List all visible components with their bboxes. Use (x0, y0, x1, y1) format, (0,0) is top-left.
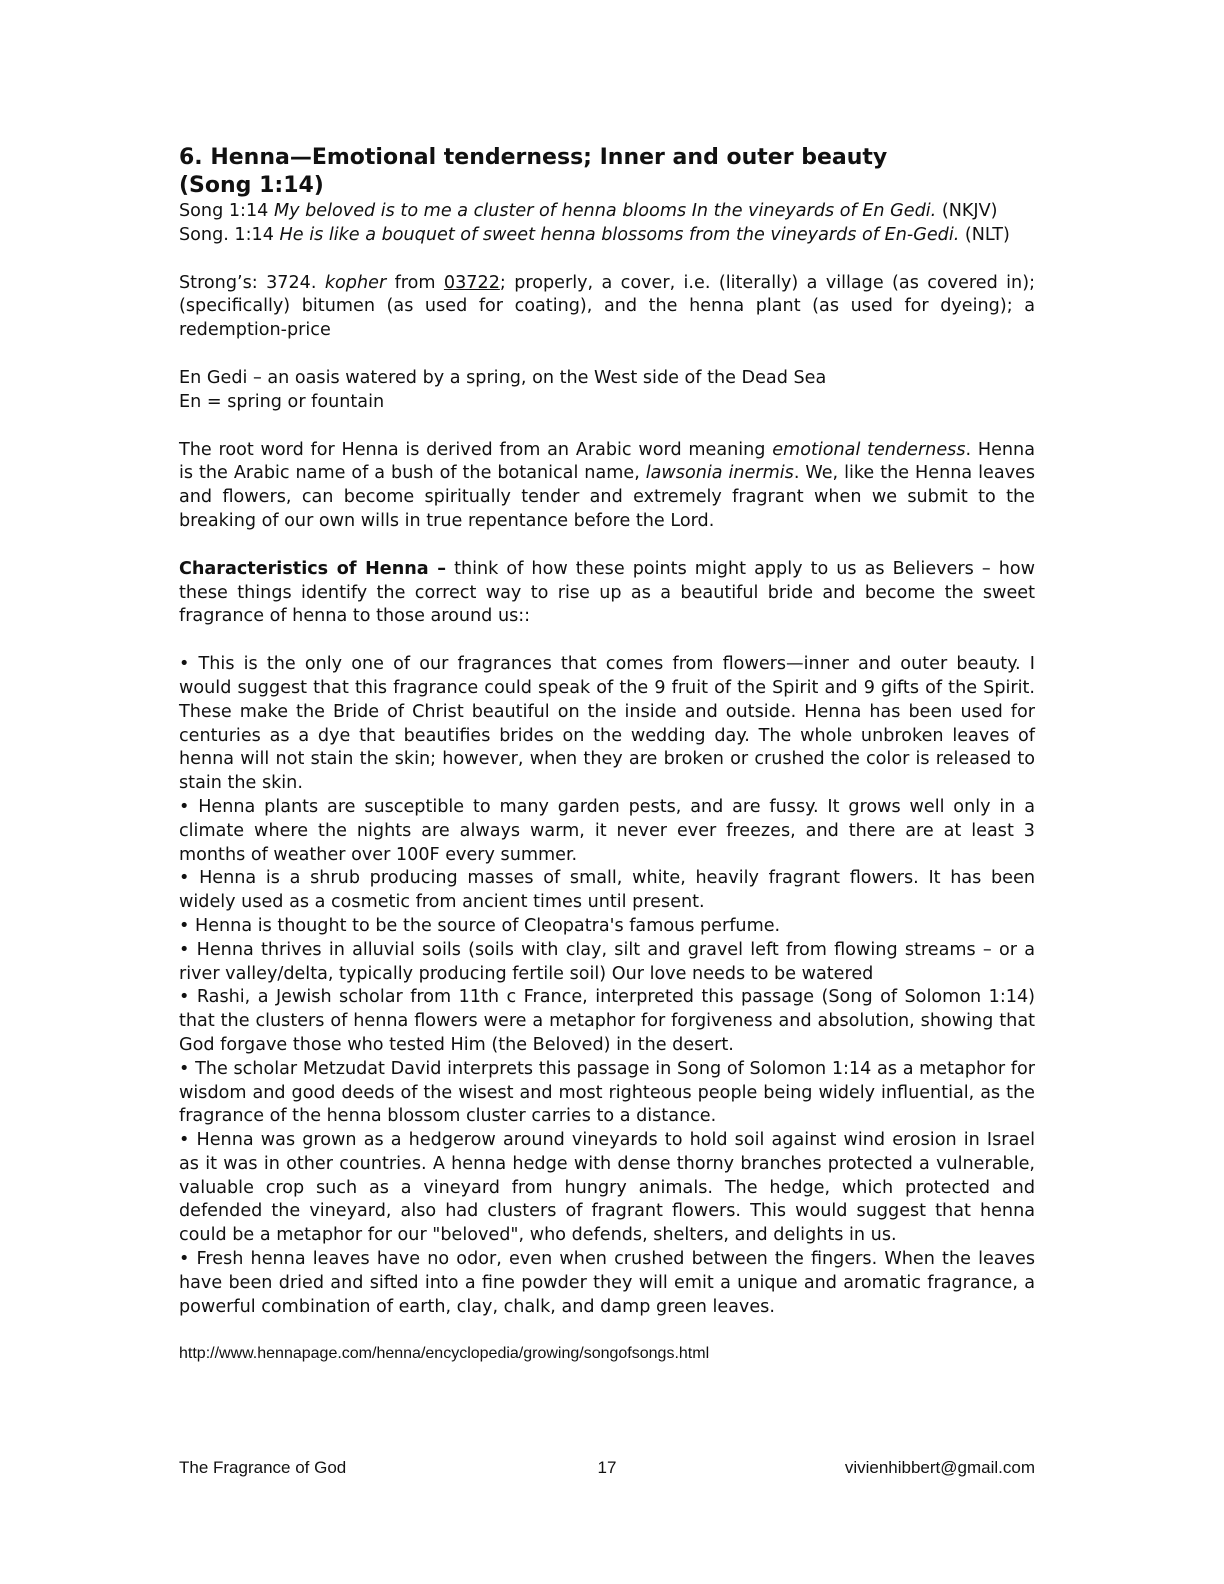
strongs-rest: ; properly, a cover, i.e. (literally) a village (as covered in); (specifically) bitumen (as used for coating), and the henna plant (as used for dyeing); a redemption-price (179, 272, 1035, 341)
verse-ref: Song 1:14 (179, 201, 269, 221)
characteristics-label: Characteristics of Henna – (179, 558, 447, 579)
footer-title: The Fragrance of God (179, 1458, 347, 1477)
strongs-prefix: Strong’s: 3724. (179, 272, 317, 293)
list-item: • Henna is thought to be the source of Cleopatra's famous perfume. (179, 915, 781, 936)
heading-line-1: 6. Henna—Emotional tenderness; Inner and outer beauty (179, 145, 888, 170)
strongs-word: kopher (324, 272, 387, 293)
list-item: • Henna was grown as a hedgerow around vineyards to hold soil against wind erosion in Israel as it was in other countries. A henna hedge with dense thorny branches protected a vulnerable, valuable crop such as a vineyard from hungry animals. The hedge, which protected and defended the vineyard, also had clusters of fragrant flowers. This would suggest that henna could be a metaphor for our "beloved", who defends, shelters, and delights in us. (179, 1130, 1035, 1246)
footer-email[interactable]: vivienhibbert@gmail.com (844, 1458, 1035, 1477)
section-heading (179, 144, 1035, 200)
verse-text: He is like a bouquet of sweet henna blossoms from the vineyards of En-Gedi. (279, 224, 960, 245)
en-gedi-line-1: En Gedi – an oasis watered by a spring, on the West side of the Dead Sea (179, 367, 827, 388)
strongs-from: from (394, 272, 436, 293)
strongs-link[interactable]: 03722 (443, 272, 500, 293)
verse-nkjv (179, 200, 1035, 224)
list-item: • This is the only one of our fragrances that comes from flowers—inner and outer beauty. I would suggest that this fragrance could speak of the 9 fruit of the Spirit and 9 gifts of the Spirit. These make the Bride of Christ beautiful on the inside and outside. Henna has been used for centuries as a dye that beautifies brides on the wedding day. The whole unbroken leaves of henna will not stain the skin; however, when they are broken or crushed the color is released to stain the skin. (179, 654, 1035, 794)
list-item: • Henna thrives in alluvial soils (soils with clay, silt and gravel left from flowing streams – or a river valley/delta, typically producing fertile soil) Our love needs to be watered (179, 939, 1035, 984)
verse-text: My beloved is to me a cluster of henna blooms In the vineyards of En Gedi. (273, 201, 937, 221)
page-number: 17 (597, 1458, 617, 1477)
characteristics-text: think of how these points might apply to us as Believers – how these things identify the correct way to rise up as a beautiful bride and become the sweet fragrance of henna to those around us:: (179, 558, 1035, 627)
heading-line-2: (Song 1:14) (179, 173, 324, 198)
verse-version: (NKJV) (941, 201, 998, 221)
verse-nlt (179, 224, 1035, 248)
root-text-2: . Henna is the Arabic name of a bush of the botanical name, (179, 439, 1035, 484)
list-item: • Henna plants are susceptible to many garden pests, and are fussy. It grows well only in a climate where the nights are always warm, it never ever freezes, and there are at least 3 months of weather over 100F every summer. (179, 796, 1035, 865)
verse-ref: Song. 1:14 (179, 224, 274, 245)
page-content (179, 144, 1035, 1379)
list-item: • Rashi, a Jewish scholar from 11th c France, interpreted this passage (Song of Solomon 1:14) that the clusters of henna flowers were a metaphor for forgiveness and absolution, showing that God forgave those who tested Him (the Beloved) in the desert. (179, 987, 1035, 1055)
root-emphasis-2: lawsonia inermis (645, 463, 794, 484)
root-text-3: . We, like the Henna leaves and flowers, can become spiritually tender and extremely fragrant when we submit to the breaking of our own wills in true repentance before the Lord. (179, 463, 1036, 531)
root-emphasis-1: emotional tenderness (772, 439, 966, 460)
bullet-list (179, 653, 1035, 1319)
en-gedi-note (179, 367, 1035, 415)
list-item: • The scholar Metzudat David interprets this passage in Song of Solomon 1:14 as a metaphor for wisdom and good deeds of the wisest and most righteous people being widely influential, as the fragrance of the henna blossom cluster carries to a distance. (179, 1058, 1035, 1127)
source-url[interactable]: http://www.hennapage.com/henna/encyclopedia/growing/songofsongs.html (179, 1345, 710, 1363)
characteristics-intro (179, 558, 1035, 629)
verse-version: (NLT) (964, 224, 1010, 245)
list-item: • Henna is a shrub producing masses of small, white, heavily fragrant flowers. It has been widely used as a cosmetic from ancient times until present. (179, 868, 1035, 913)
en-gedi-line-2: En = spring or fountain (179, 391, 385, 412)
root-text-1: The root word for Henna is derived from an Arabic word meaning (179, 439, 766, 460)
root-word-paragraph (179, 439, 1035, 534)
strongs-definition (179, 272, 1035, 343)
list-item: • Fresh henna leaves have no odor, even when crushed between the fingers. When the leaves have been dried and sifted into a fine powder they will emit a unique and aromatic fragrance, a powerful combination of earth, clay, chalk, and damp green leaves. (179, 1249, 1035, 1317)
